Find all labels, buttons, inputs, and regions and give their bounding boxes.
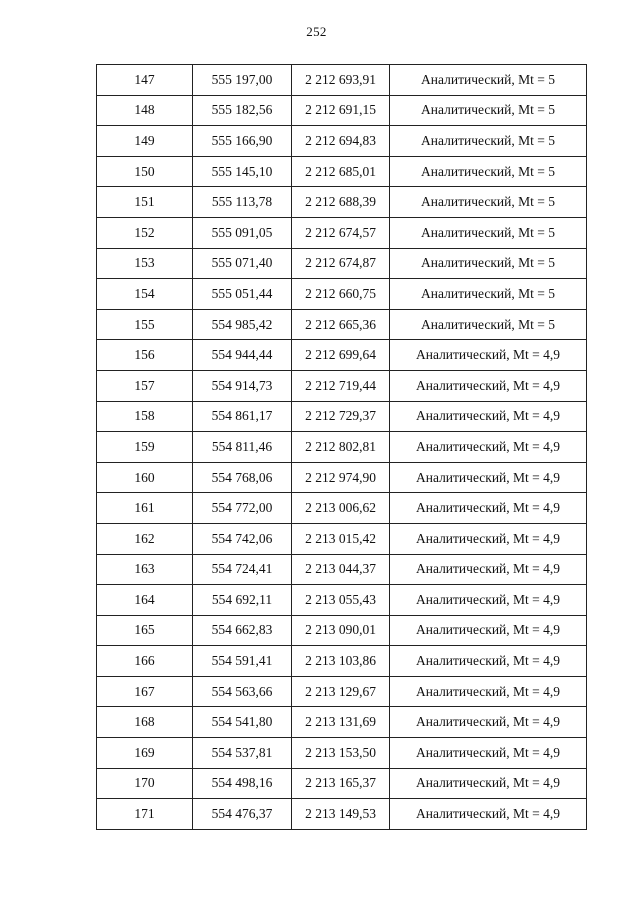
- y-coordinate-cell: 2 212 674,87: [292, 248, 390, 279]
- table-row: [97, 493, 587, 524]
- x-coordinate-cell: 554 724,41: [193, 554, 292, 585]
- y-coordinate-cell: 2 212 974,90: [292, 462, 390, 493]
- y-coordinate-cell: 2 213 044,37: [292, 554, 390, 585]
- table-row: [97, 187, 587, 218]
- table-row: [97, 646, 587, 677]
- point-number-cell: 159: [97, 432, 193, 463]
- x-coordinate-cell: 554 662,83: [193, 615, 292, 646]
- y-coordinate-cell: 2 212 688,39: [292, 187, 390, 218]
- method-cell: Аналитический, Mt = 4,9: [390, 676, 587, 707]
- table-row: [97, 799, 587, 830]
- point-number-cell: 155: [97, 309, 193, 340]
- x-coordinate-cell: 554 742,06: [193, 523, 292, 554]
- method-cell: Аналитический, Mt = 4,9: [390, 432, 587, 463]
- point-number-cell: 162: [97, 523, 193, 554]
- x-coordinate-cell: 554 914,73: [193, 370, 292, 401]
- method-cell: Аналитический, Mt = 4,9: [390, 370, 587, 401]
- table-row: [97, 676, 587, 707]
- method-cell: Аналитический, Mt = 5: [390, 309, 587, 340]
- table-row: [97, 248, 587, 279]
- method-cell: Аналитический, Mt = 4,9: [390, 585, 587, 616]
- point-number-cell: 156: [97, 340, 193, 371]
- point-number-cell: 147: [97, 65, 193, 96]
- method-cell: Аналитический, Mt = 5: [390, 95, 587, 126]
- table-row: [97, 95, 587, 126]
- x-coordinate-cell: 554 811,46: [193, 432, 292, 463]
- point-number-cell: 149: [97, 126, 193, 157]
- table-row: [97, 370, 587, 401]
- point-number-cell: 148: [97, 95, 193, 126]
- table-row: [97, 432, 587, 463]
- page-number: 252: [306, 24, 327, 39]
- table-row: [97, 738, 587, 769]
- y-coordinate-cell: 2 212 685,01: [292, 156, 390, 187]
- x-coordinate-cell: 555 166,90: [193, 126, 292, 157]
- table-row: [97, 126, 587, 157]
- method-cell: Аналитический, Mt = 5: [390, 126, 587, 157]
- x-coordinate-cell: 554 498,16: [193, 768, 292, 799]
- method-cell: Аналитический, Mt = 4,9: [390, 707, 587, 738]
- x-coordinate-cell: 554 985,42: [193, 309, 292, 340]
- method-cell: Аналитический, Mt = 4,9: [390, 768, 587, 799]
- table-row: [97, 340, 587, 371]
- y-coordinate-cell: 2 213 149,53: [292, 799, 390, 830]
- y-coordinate-cell: 2 213 103,86: [292, 646, 390, 677]
- y-coordinate-cell: 2 213 165,37: [292, 768, 390, 799]
- table-row: [97, 462, 587, 493]
- x-coordinate-cell: 554 591,41: [193, 646, 292, 677]
- method-cell: Аналитический, Mt = 4,9: [390, 462, 587, 493]
- y-coordinate-cell: 2 212 674,57: [292, 217, 390, 248]
- point-number-cell: 158: [97, 401, 193, 432]
- table-row: [97, 217, 587, 248]
- point-number-cell: 150: [97, 156, 193, 187]
- x-coordinate-cell: 554 563,66: [193, 676, 292, 707]
- y-coordinate-cell: 2 212 729,37: [292, 401, 390, 432]
- point-number-cell: 166: [97, 646, 193, 677]
- table-row: [97, 615, 587, 646]
- point-number-cell: 153: [97, 248, 193, 279]
- x-coordinate-cell: 555 145,10: [193, 156, 292, 187]
- method-cell: Аналитический, Mt = 5: [390, 65, 587, 96]
- method-cell: Аналитический, Mt = 5: [390, 187, 587, 218]
- x-coordinate-cell: 555 071,40: [193, 248, 292, 279]
- method-cell: Аналитический, Mt = 4,9: [390, 401, 587, 432]
- method-cell: Аналитический, Mt = 5: [390, 156, 587, 187]
- point-number-cell: 152: [97, 217, 193, 248]
- point-number-cell: 161: [97, 493, 193, 524]
- y-coordinate-cell: 2 213 015,42: [292, 523, 390, 554]
- y-coordinate-cell: 2 213 090,01: [292, 615, 390, 646]
- y-coordinate-cell: 2 212 699,64: [292, 340, 390, 371]
- y-coordinate-cell: 2 212 802,81: [292, 432, 390, 463]
- point-number-cell: 165: [97, 615, 193, 646]
- y-coordinate-cell: 2 212 660,75: [292, 279, 390, 310]
- table-row: [97, 65, 587, 96]
- x-coordinate-cell: 555 113,78: [193, 187, 292, 218]
- y-coordinate-cell: 2 213 006,62: [292, 493, 390, 524]
- point-number-cell: 171: [97, 799, 193, 830]
- x-coordinate-cell: 554 537,81: [193, 738, 292, 769]
- y-coordinate-cell: 2 212 665,36: [292, 309, 390, 340]
- y-coordinate-cell: 2 213 131,69: [292, 707, 390, 738]
- x-coordinate-cell: 555 091,05: [193, 217, 292, 248]
- y-coordinate-cell: 2 212 693,91: [292, 65, 390, 96]
- point-number-cell: 160: [97, 462, 193, 493]
- table-row: [97, 523, 587, 554]
- method-cell: Аналитический, Mt = 4,9: [390, 554, 587, 585]
- table-row: [97, 768, 587, 799]
- y-coordinate-cell: 2 212 694,83: [292, 126, 390, 157]
- point-number-cell: 154: [97, 279, 193, 310]
- point-number-cell: 167: [97, 676, 193, 707]
- x-coordinate-cell: 554 944,44: [193, 340, 292, 371]
- y-coordinate-cell: 2 213 055,43: [292, 585, 390, 616]
- method-cell: Аналитический, Mt = 5: [390, 279, 587, 310]
- method-cell: Аналитический, Mt = 4,9: [390, 493, 587, 524]
- y-coordinate-cell: 2 212 691,15: [292, 95, 390, 126]
- y-coordinate-cell: 2 212 719,44: [292, 370, 390, 401]
- point-number-cell: 168: [97, 707, 193, 738]
- coordinates-table: [96, 64, 587, 830]
- method-cell: Аналитический, Mt = 4,9: [390, 799, 587, 830]
- table-row: [97, 401, 587, 432]
- method-cell: Аналитический, Mt = 4,9: [390, 615, 587, 646]
- coordinates-table-body: [97, 65, 587, 830]
- table-row: [97, 279, 587, 310]
- x-coordinate-cell: 554 861,17: [193, 401, 292, 432]
- table-row: [97, 585, 587, 616]
- x-coordinate-cell: 555 182,56: [193, 95, 292, 126]
- table-row: [97, 554, 587, 585]
- point-number-cell: 164: [97, 585, 193, 616]
- table-row: [97, 309, 587, 340]
- method-cell: Аналитический, Mt = 4,9: [390, 646, 587, 677]
- point-number-cell: 169: [97, 738, 193, 769]
- method-cell: Аналитический, Mt = 5: [390, 217, 587, 248]
- x-coordinate-cell: 555 197,00: [193, 65, 292, 96]
- point-number-cell: 157: [97, 370, 193, 401]
- x-coordinate-cell: 555 051,44: [193, 279, 292, 310]
- method-cell: Аналитический, Mt = 5: [390, 248, 587, 279]
- point-number-cell: 163: [97, 554, 193, 585]
- x-coordinate-cell: 554 768,06: [193, 462, 292, 493]
- x-coordinate-cell: 554 541,80: [193, 707, 292, 738]
- method-cell: Аналитический, Mt = 4,9: [390, 738, 587, 769]
- x-coordinate-cell: 554 476,37: [193, 799, 292, 830]
- point-number-cell: 151: [97, 187, 193, 218]
- y-coordinate-cell: 2 213 153,50: [292, 738, 390, 769]
- x-coordinate-cell: 554 692,11: [193, 585, 292, 616]
- point-number-cell: 170: [97, 768, 193, 799]
- table-row: [97, 707, 587, 738]
- method-cell: Аналитический, Mt = 4,9: [390, 523, 587, 554]
- x-coordinate-cell: 554 772,00: [193, 493, 292, 524]
- table-row: [97, 156, 587, 187]
- y-coordinate-cell: 2 213 129,67: [292, 676, 390, 707]
- method-cell: Аналитический, Mt = 4,9: [390, 340, 587, 371]
